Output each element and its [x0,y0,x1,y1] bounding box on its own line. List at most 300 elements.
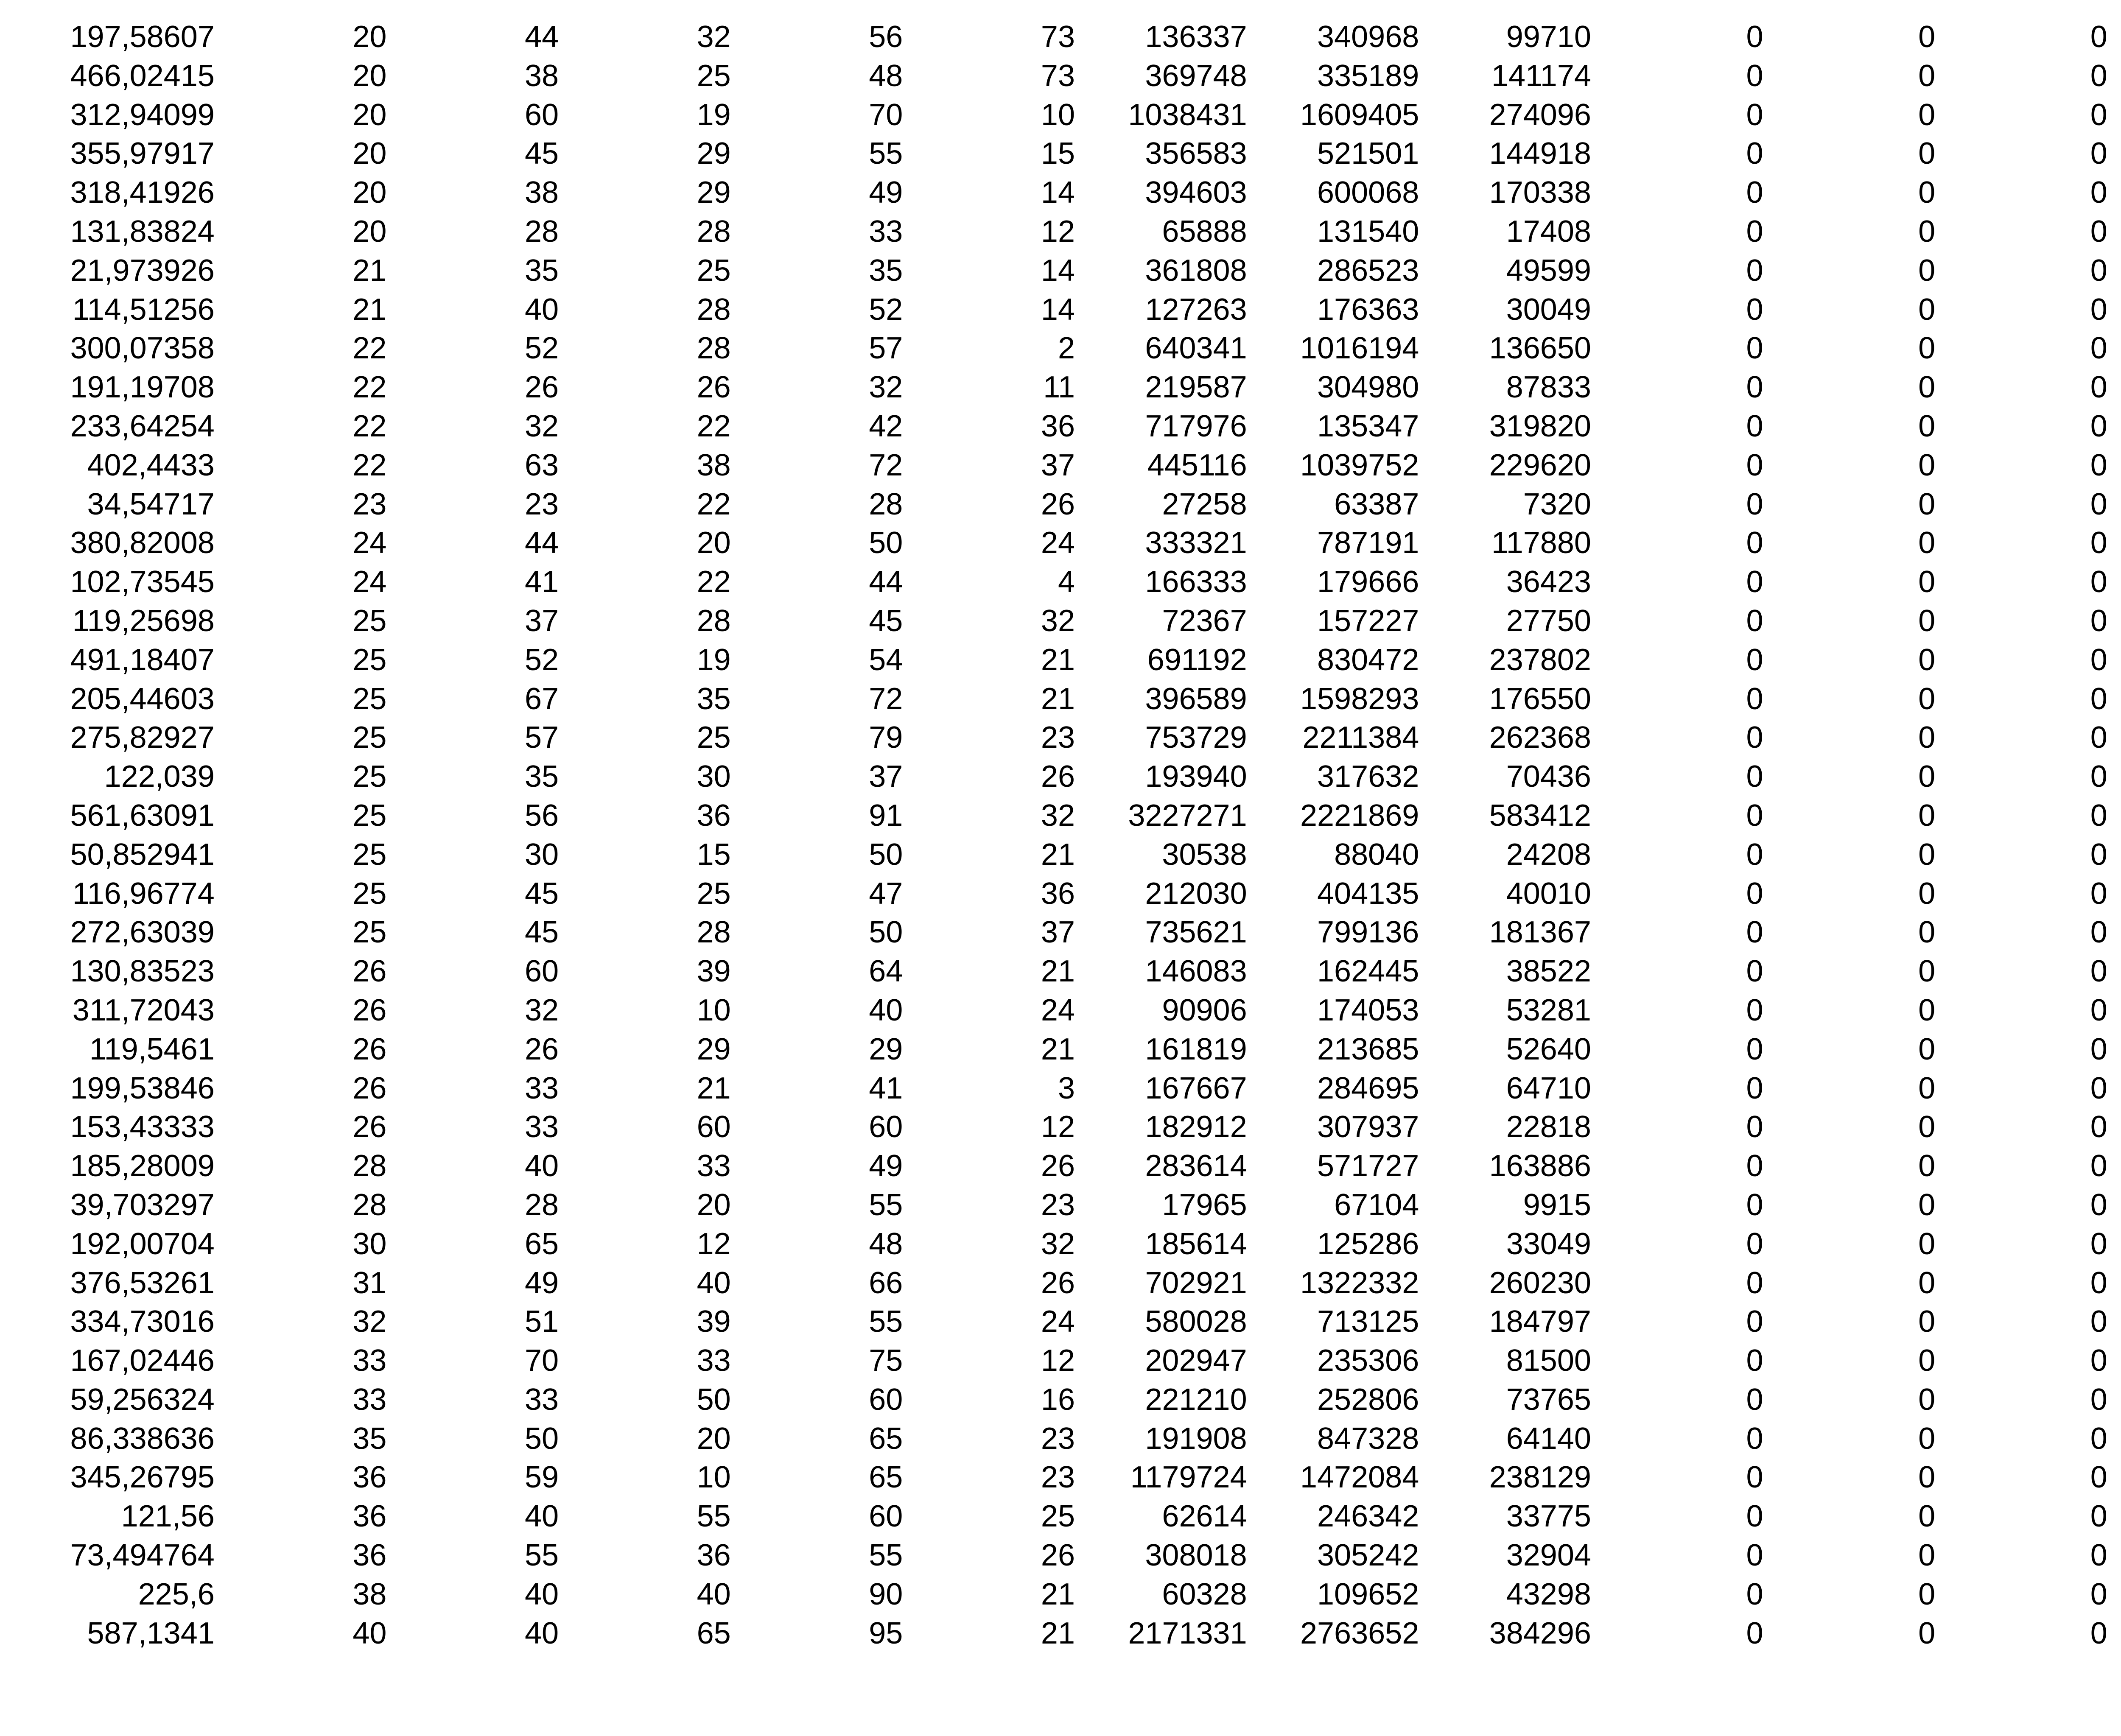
table-cell[interactable]: 60 [697,1110,731,1144]
table-cell[interactable] [2107,602,2121,641]
table-cell[interactable]: 286523 [1317,253,1419,288]
table-cell[interactable]: 0 [1746,1071,1763,1105]
table-cell[interactable]: 116,96774 [72,876,215,911]
table-cell[interactable]: 0 [1918,1305,1936,1339]
table-cell[interactable]: 735621 [1145,915,1247,950]
table-cell[interactable]: 272,63039 [70,915,215,950]
table-cell[interactable]: 212030 [1145,876,1247,911]
table-cell[interactable]: 28 [353,1149,387,1183]
table-cell[interactable]: 0 [1746,1421,1763,1456]
table-cell[interactable]: 37 [524,604,559,638]
table-cell[interactable]: 0 [2090,1382,2107,1417]
table-cell[interactable] [2107,1575,2121,1614]
table-cell[interactable]: 587,1341 [87,1616,215,1650]
table-cell[interactable]: 0 [2090,1266,2107,1300]
table-cell[interactable]: 25 [697,876,731,911]
table-cell[interactable] [2107,291,2121,330]
table-cell[interactable]: 0 [1918,1032,1936,1066]
table-cell[interactable]: 33 [353,1344,387,1378]
table-cell[interactable]: 0 [1918,487,1936,521]
table-cell[interactable]: 167,02446 [70,1344,215,1378]
table-cell[interactable]: 50 [869,837,903,872]
table-cell[interactable]: 0 [2090,1538,2107,1573]
table-cell[interactable]: 311,72043 [72,993,215,1027]
table-cell[interactable]: 0 [1746,1266,1763,1300]
table-cell[interactable]: 1609405 [1300,98,1419,132]
table-cell[interactable] [2107,173,2121,212]
table-cell[interactable]: 144918 [1489,137,1591,171]
table-cell[interactable]: 847328 [1317,1421,1419,1456]
table-cell[interactable]: 0 [2090,1305,2107,1339]
table-cell[interactable]: 0 [2090,798,2107,833]
table-cell[interactable]: 25 [353,915,387,950]
table-cell[interactable]: 44 [524,20,559,54]
table-cell[interactable]: 153,43333 [70,1110,215,1144]
table-cell[interactable]: 64710 [1506,1071,1591,1105]
table-cell[interactable]: 36423 [1506,565,1591,599]
table-cell[interactable]: 0 [1918,1616,1936,1650]
table-cell[interactable]: 0 [2090,137,2107,171]
table-cell[interactable] [2107,1225,2121,1264]
table-cell[interactable]: 43298 [1506,1577,1591,1611]
table-cell[interactable]: 27258 [1162,487,1247,521]
table-cell[interactable]: 39 [697,954,731,989]
table-cell[interactable]: 12 [1041,1110,1075,1144]
table-cell[interactable]: 163886 [1489,1149,1591,1183]
table-cell[interactable]: 73765 [1506,1382,1591,1417]
table-cell[interactable]: 0 [1918,798,1936,833]
table-cell[interactable]: 176550 [1489,682,1591,716]
table-cell[interactable]: 0 [2090,98,2107,132]
table-cell[interactable]: 55 [697,1499,731,1534]
table-cell[interactable]: 60 [869,1382,903,1417]
table-cell[interactable]: 0 [2090,993,2107,1027]
table-cell[interactable]: 28 [524,1188,559,1222]
table-cell[interactable]: 26 [1041,1266,1075,1300]
table-cell[interactable]: 157227 [1317,604,1419,638]
table-cell[interactable]: 0 [1746,370,1763,405]
table-cell[interactable]: 583412 [1489,798,1591,833]
table-cell[interactable]: 166333 [1145,565,1247,599]
table-cell[interactable]: 28 [353,1188,387,1222]
table-cell[interactable]: 29 [869,1032,903,1066]
table-cell[interactable]: 0 [1918,59,1936,93]
table-cell[interactable]: 0 [1746,176,1763,210]
table-cell[interactable]: 40 [869,993,903,1027]
table-cell[interactable]: 26 [353,1110,387,1144]
table-cell[interactable]: 213685 [1317,1032,1419,1066]
table-cell[interactable]: 4 [1058,565,1075,599]
table-cell[interactable]: 0 [1746,1110,1763,1144]
table-cell[interactable]: 28 [697,915,731,950]
table-cell[interactable]: 30 [524,837,559,872]
table-cell[interactable]: 0 [1746,409,1763,443]
table-cell[interactable]: 26 [1041,487,1075,521]
table-cell[interactable]: 19 [697,643,731,677]
table-cell[interactable]: 67 [524,682,559,716]
table-cell[interactable]: 0 [1746,1382,1763,1417]
table-cell[interactable]: 26 [1041,1538,1075,1573]
table-cell[interactable]: 35 [697,682,731,716]
table-cell[interactable]: 0 [2090,176,2107,210]
table-cell[interactable] [2107,875,2121,914]
table-cell[interactable]: 24 [1041,526,1075,560]
table-cell[interactable]: 91 [869,798,903,833]
table-cell[interactable]: 50,852941 [70,837,215,872]
table-cell[interactable]: 52640 [1506,1032,1591,1066]
table-cell[interactable]: 49 [869,176,903,210]
table-cell[interactable]: 799136 [1317,915,1419,950]
table-cell[interactable]: 16 [1041,1382,1075,1417]
table-cell[interactable]: 0 [1746,98,1763,132]
table-cell[interactable]: 0 [1918,253,1936,288]
table-cell[interactable]: 0 [1918,1499,1936,1534]
table-cell[interactable]: 79 [869,721,903,755]
table-cell[interactable]: 333321 [1145,526,1247,560]
table-cell[interactable] [2107,1186,2121,1225]
table-cell[interactable]: 0 [1746,954,1763,989]
table-cell[interactable]: 55 [869,137,903,171]
table-cell[interactable]: 26 [353,1032,387,1066]
table-cell[interactable]: 181367 [1489,915,1591,950]
table-cell[interactable]: 33 [524,1110,559,1144]
table-cell[interactable]: 0 [2090,1110,2107,1144]
table-cell[interactable]: 0 [1918,760,1936,794]
table-cell[interactable]: 121,56 [121,1499,215,1534]
table-cell[interactable]: 237802 [1489,643,1591,677]
table-cell[interactable]: 87833 [1506,370,1591,405]
table-cell[interactable]: 73 [1041,59,1075,93]
table-cell[interactable]: 787191 [1317,526,1419,560]
table-cell[interactable]: 0 [1746,798,1763,833]
table-cell[interactable]: 21 [697,1071,731,1105]
table-cell[interactable]: 24 [353,526,387,560]
table-cell[interactable]: 307937 [1317,1110,1419,1144]
table-cell[interactable]: 0 [1746,1227,1763,1261]
table-cell[interactable] [2107,18,2121,57]
table-cell[interactable]: 445116 [1147,448,1247,482]
table-cell[interactable]: 0 [1918,993,1936,1027]
table-cell[interactable]: 24 [1041,1305,1075,1339]
table-cell[interactable]: 404135 [1317,876,1419,911]
table-cell[interactable]: 0 [1746,1032,1763,1066]
table-cell[interactable]: 0 [1746,1577,1763,1611]
table-cell[interactable]: 21 [1041,1616,1075,1650]
table-cell[interactable]: 691192 [1147,643,1247,677]
table-cell[interactable]: 23 [1041,1421,1075,1456]
table-cell[interactable]: 0 [2090,643,2107,677]
table-cell[interactable]: 1472084 [1300,1460,1419,1495]
table-cell[interactable]: 260230 [1489,1266,1591,1300]
table-cell[interactable]: 130,83523 [70,954,215,989]
table-cell[interactable]: 0 [1918,1344,1936,1378]
table-cell[interactable]: 40 [524,1616,559,1650]
table-cell[interactable]: 65 [697,1616,731,1650]
table-cell[interactable]: 28 [697,604,731,638]
table-cell[interactable]: 10 [697,1460,731,1495]
table-cell[interactable]: 0 [2090,1499,2107,1534]
table-cell[interactable]: 571727 [1317,1149,1419,1183]
table-cell[interactable]: 23 [524,487,559,521]
table-cell[interactable]: 199,53846 [70,1071,215,1105]
table-cell[interactable]: 28 [697,214,731,249]
table-cell[interactable]: 0 [2090,954,2107,989]
table-cell[interactable]: 0 [1918,915,1936,950]
table-cell[interactable]: 0 [2090,1460,2107,1495]
table-cell[interactable]: 25 [353,721,387,755]
table-cell[interactable]: 67104 [1334,1188,1419,1222]
table-cell[interactable]: 0 [1918,565,1936,599]
table-cell[interactable]: 37 [1041,915,1075,950]
table-cell[interactable]: 24 [1041,993,1075,1027]
table-cell[interactable]: 0 [1918,1227,1936,1261]
table-cell[interactable]: 65 [524,1227,559,1261]
table-cell[interactable]: 12 [697,1227,731,1261]
table-cell[interactable]: 830472 [1317,643,1419,677]
table-cell[interactable]: 0 [1746,915,1763,950]
table-cell[interactable]: 262368 [1489,721,1591,755]
table-cell[interactable]: 32 [1041,1227,1075,1261]
table-cell[interactable]: 0 [1746,682,1763,716]
table-cell[interactable]: 2211384 [1302,721,1419,755]
table-cell[interactable]: 60 [869,1499,903,1534]
table-cell[interactable]: 21 [1041,682,1075,716]
table-cell[interactable]: 0 [2090,604,2107,638]
table-cell[interactable] [2107,641,2121,680]
table-cell[interactable]: 219587 [1145,370,1247,405]
table-cell[interactable]: 0 [2090,331,2107,366]
table-cell[interactable]: 32 [524,409,559,443]
table-cell[interactable]: 0 [1746,876,1763,911]
table-cell[interactable] [2107,1342,2121,1381]
table-cell[interactable]: 20 [353,214,387,249]
table-cell[interactable]: 20 [353,137,387,171]
table-cell[interactable]: 0 [2090,409,2107,443]
table-cell[interactable]: 0 [1918,20,1936,54]
table-cell[interactable]: 197,58607 [70,20,215,54]
table-cell[interactable]: 28 [697,331,731,366]
table-cell[interactable]: 23 [1041,1188,1075,1222]
table-cell[interactable]: 7320 [1523,487,1591,521]
table-cell[interactable]: 193940 [1145,760,1247,794]
table-cell[interactable]: 21 [1041,643,1075,677]
table-cell[interactable]: 26 [1041,760,1075,794]
table-cell[interactable]: 57 [869,331,903,366]
table-cell[interactable]: 63 [524,448,559,482]
table-cell[interactable]: 65888 [1162,214,1247,249]
table-cell[interactable]: 20 [353,59,387,93]
table-cell[interactable]: 3227271 [1128,798,1247,833]
table-cell[interactable]: 0 [1918,1382,1936,1417]
table-cell[interactable]: 40 [524,292,559,327]
table-cell[interactable]: 131,83824 [70,214,215,249]
table-cell[interactable] [2107,524,2121,563]
table-cell[interactable] [2107,1147,2121,1186]
table-cell[interactable]: 0 [1918,526,1936,560]
table-cell[interactable]: 179666 [1317,565,1419,599]
table-cell[interactable] [2107,1458,2121,1497]
table-cell[interactable]: 27750 [1506,604,1591,638]
table-cell[interactable]: 318,41926 [70,176,215,210]
table-cell[interactable]: 60 [869,1110,903,1144]
table-cell[interactable]: 20 [353,98,387,132]
table-cell[interactable]: 25 [353,643,387,677]
table-cell[interactable]: 0 [1746,59,1763,93]
table-cell[interactable]: 23 [1041,1460,1075,1495]
table-cell[interactable]: 0 [1918,176,1936,210]
table-cell[interactable]: 466,02415 [70,59,215,93]
table-cell[interactable]: 32 [353,1305,387,1339]
table-cell[interactable]: 36 [1041,409,1075,443]
table-cell[interactable] [2107,485,2121,524]
table-cell[interactable]: 22 [697,409,731,443]
table-cell[interactable] [2107,1069,2121,1108]
table-cell[interactable]: 25 [353,682,387,716]
table-cell[interactable]: 12 [1041,1344,1075,1378]
table-cell[interactable]: 319820 [1489,409,1591,443]
table-cell[interactable]: 9915 [1523,1188,1591,1222]
table-cell[interactable]: 25 [697,721,731,755]
table-cell[interactable]: 25 [697,253,731,288]
table-cell[interactable]: 26 [1041,1149,1075,1183]
table-cell[interactable]: 26 [353,993,387,1027]
table-cell[interactable]: 0 [1918,370,1936,405]
table-cell[interactable]: 0 [2090,214,2107,249]
table-cell[interactable]: 136337 [1145,20,1247,54]
table-cell[interactable]: 0 [1746,1149,1763,1183]
table-cell[interactable] [2107,1536,2121,1575]
table-cell[interactable] [2107,96,2121,135]
table-cell[interactable]: 45 [524,876,559,911]
table-cell[interactable]: 109652 [1317,1577,1419,1611]
table-cell[interactable] [2107,1108,2121,1147]
table-cell[interactable]: 0 [2090,682,2107,716]
table-cell[interactable]: 246342 [1317,1499,1419,1534]
table-cell[interactable]: 73 [1041,20,1075,54]
table-cell[interactable] [2107,1381,2121,1420]
table-cell[interactable]: 0 [1746,1538,1763,1573]
table-cell[interactable]: 184797 [1489,1305,1591,1339]
table-cell[interactable]: 0 [1918,292,1936,327]
table-cell[interactable]: 14 [1041,253,1075,288]
table-cell[interactable]: 380,82008 [70,526,215,560]
table-cell[interactable]: 0 [1918,448,1936,482]
table-cell[interactable]: 21 [1041,837,1075,872]
table-cell[interactable] [2107,952,2121,991]
table-cell[interactable]: 36 [353,1460,387,1495]
table-cell[interactable]: 38 [524,59,559,93]
table-cell[interactable]: 40 [697,1266,731,1300]
table-cell[interactable]: 25 [697,59,731,93]
table-cell[interactable]: 60328 [1162,1577,1247,1611]
table-cell[interactable]: 70436 [1506,760,1591,794]
table-cell[interactable]: 0 [1746,1499,1763,1534]
table-cell[interactable]: 0 [1746,487,1763,521]
table-cell[interactable]: 119,25698 [72,604,215,638]
table-cell[interactable]: 334,73016 [70,1305,215,1339]
table-cell[interactable]: 44 [524,526,559,560]
table-cell[interactable]: 41 [524,565,559,599]
table-cell[interactable]: 64140 [1506,1421,1591,1456]
table-cell[interactable]: 49 [869,1149,903,1183]
table-cell[interactable]: 39 [697,1305,731,1339]
table-cell[interactable]: 40 [524,1577,559,1611]
table-cell[interactable]: 0 [1746,448,1763,482]
table-cell[interactable]: 0 [2090,876,2107,911]
table-cell[interactable]: 0 [1918,721,1936,755]
table-cell[interactable]: 33 [524,1071,559,1105]
table-cell[interactable]: 17965 [1162,1188,1247,1222]
table-cell[interactable]: 55 [524,1538,559,1573]
table-cell[interactable]: 0 [1918,837,1936,872]
table-cell[interactable]: 60 [524,98,559,132]
table-cell[interactable]: 2 [1058,331,1075,366]
table-cell[interactable]: 56 [524,798,559,833]
table-cell[interactable]: 753729 [1145,721,1247,755]
table-cell[interactable]: 713125 [1317,1305,1419,1339]
table-cell[interactable]: 40 [524,1149,559,1183]
table-cell[interactable]: 221210 [1145,1382,1247,1417]
table-cell[interactable] [2107,407,2121,446]
table-cell[interactable]: 44 [869,565,903,599]
table-cell[interactable]: 0 [2090,1577,2107,1611]
table-cell[interactable] [2107,797,2121,836]
table-cell[interactable]: 26 [697,370,731,405]
table-cell[interactable]: 122,039 [104,760,215,794]
table-cell[interactable]: 1322332 [1300,1266,1419,1300]
table-cell[interactable]: 25 [353,837,387,872]
table-cell[interactable]: 22 [353,331,387,366]
table-cell[interactable]: 88040 [1334,837,1419,872]
table-cell[interactable]: 57 [524,721,559,755]
table-cell[interactable]: 24 [353,565,387,599]
table-cell[interactable]: 521501 [1317,137,1419,171]
table-cell[interactable]: 340968 [1317,20,1419,54]
table-cell[interactable]: 55 [869,1538,903,1573]
table-cell[interactable]: 26 [353,1071,387,1105]
table-cell[interactable]: 102,73545 [70,565,215,599]
table-cell[interactable]: 49 [524,1266,559,1300]
table-cell[interactable]: 40 [353,1616,387,1650]
table-cell[interactable]: 192,00704 [70,1227,215,1261]
table-cell[interactable] [2107,368,2121,407]
table-cell[interactable]: 283614 [1145,1149,1247,1183]
table-cell[interactable]: 0 [2090,1071,2107,1105]
table-cell[interactable]: 0 [2090,20,2107,54]
table-cell[interactable]: 33 [353,1382,387,1417]
table-cell[interactable]: 0 [2090,1188,2107,1222]
table-cell[interactable]: 304980 [1317,370,1419,405]
table-cell[interactable] [2107,1264,2121,1303]
table-cell[interactable]: 21 [353,253,387,288]
table-cell[interactable]: 702921 [1145,1266,1247,1300]
table-cell[interactable]: 0 [1746,721,1763,755]
table-cell[interactable]: 717976 [1145,409,1247,443]
table-cell[interactable]: 72 [869,682,903,716]
table-cell[interactable]: 22 [353,370,387,405]
table-cell[interactable]: 36 [1041,876,1075,911]
table-cell[interactable]: 26 [524,1032,559,1066]
table-cell[interactable]: 42 [869,409,903,443]
table-cell[interactable]: 0 [1746,760,1763,794]
table-cell[interactable] [2107,329,2121,368]
table-cell[interactable]: 65 [869,1460,903,1495]
table-cell[interactable]: 32 [524,993,559,1027]
table-cell[interactable]: 146083 [1145,954,1247,989]
table-cell[interactable]: 0 [1746,1188,1763,1222]
table-cell[interactable]: 1039752 [1300,448,1419,482]
table-cell[interactable]: 35 [524,760,559,794]
